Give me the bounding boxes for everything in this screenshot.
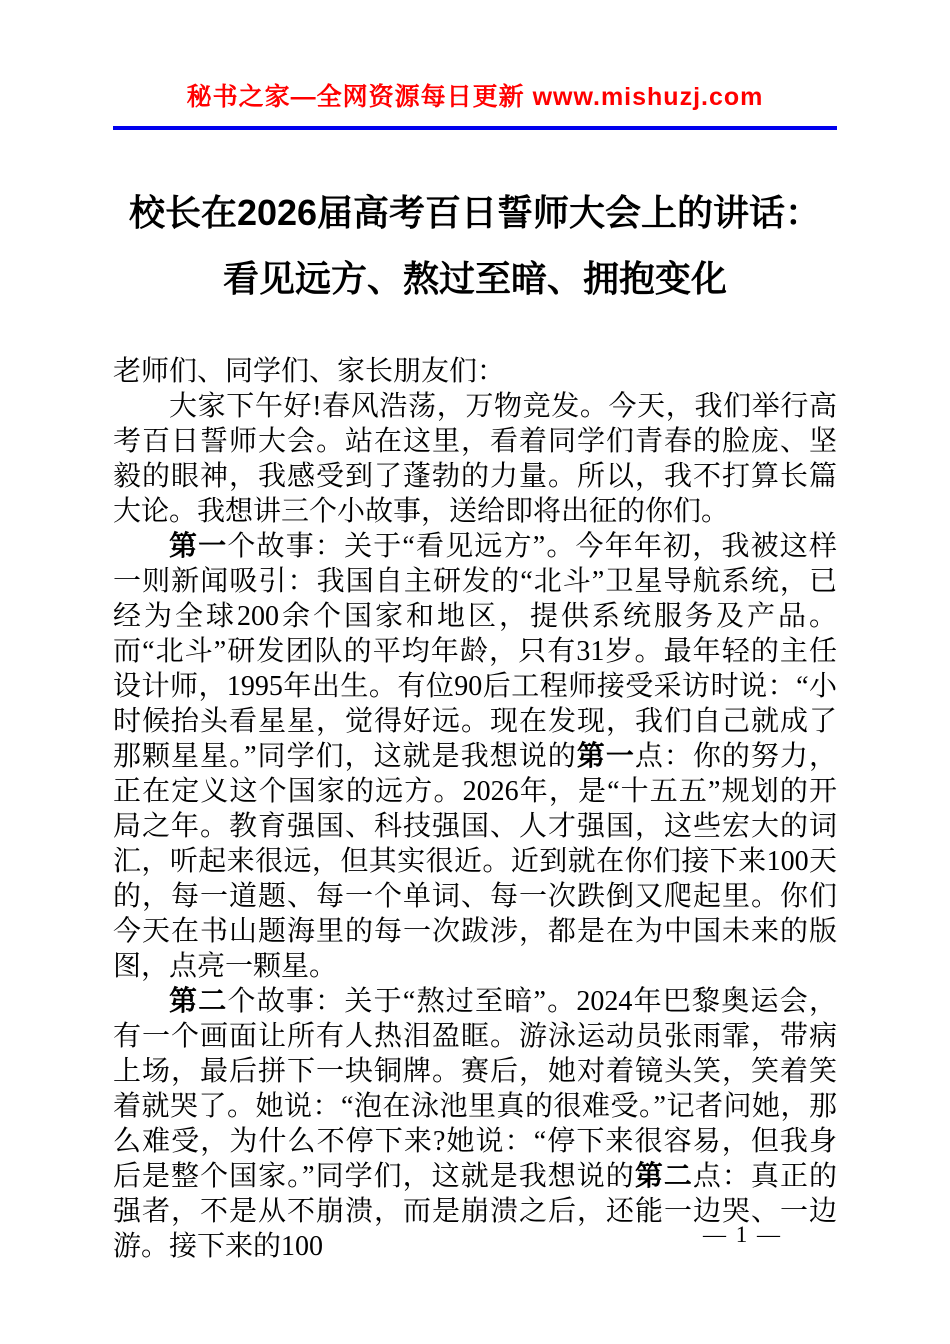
document-body	[113, 354, 837, 1264]
paragraph-text: 点：你的努力，正在定义这个国家的远方。2026年，是“十五五”规划的开局之年。教育强国、科技强国、人才强国，这些宏大的词汇，听起来很远，但其实很近。近到就在你们接下来100天的，每一道题、每一个单词、每一次跌倒又爬起里。你们今天在书山题海里的每一次跋涉，都是在为中国未来的版图，点亮一颗星。	[113, 741, 837, 982]
paragraph	[113, 529, 837, 984]
paragraph-text: 点：真正的强者，不是从不崩溃，而是崩溃之后，还能一边哭、一边游。接下来的100	[113, 1161, 837, 1262]
paragraph-bold-text: 第二	[169, 986, 228, 1017]
paragraph-bold-text: 第一	[169, 531, 228, 562]
document-title-line-2: 看见远方、熬过至暗、拥抱变化	[222, 258, 727, 299]
paragraph-text: 老师们、同学们、家长朋友们：	[113, 356, 506, 387]
paragraph	[113, 354, 837, 389]
page-number: — 1 —	[703, 1222, 782, 1247]
paragraph-text: 个故事：关于“熬过至暗”。2024年巴黎奥运会，有一个画面让所有人热泪盈眶。游泳运动员张雨霏，带病上场，最后拼下一块铜牌。赛后，她对着镜头笑，笑着笑着就哭了。她说：“泡在泳池里真的很难受。”记者问她，那么难受，为什么不停下来?她说：“停下来很容易，但我身后是整个国家。”同学们，这就是我想说的	[113, 986, 837, 1192]
paragraph-text: 大家下午好!春风浩荡，万物竞发。今天，我们举行高考百日誓师大会。站在这里，看着同学们青春的脸庞、坚毅的眼神，我感受到了蓬勃的力量。所以，我不打算长篇大论。我想讲三个小故事，送给即将出征的你们。	[113, 391, 837, 527]
site-header-banner: 秘书之家—全网资源每日更新 www.mishuzj.com	[186, 83, 764, 111]
paragraph-bold-text: 第二	[634, 1161, 693, 1192]
paragraph	[113, 389, 837, 529]
header-divider-rule	[113, 126, 837, 130]
document-title-line-1: 校长在2026届高考百日誓师大会上的讲话：	[128, 192, 822, 233]
paragraph-text: 个故事：关于“看见远方”。今年年初，我被这样一则新闻吸引：我国自主研发的“北斗”卫星导航系统，已经为全球200余个国家和地区，提供系统服务及产品。而“北斗”研发团队的平均年龄，只有31岁。最年轻的主任设计师，1995年出生。有位90后工程师接受采访时说：“小时候抬头看星星，觉得好远。现在发现，我们自己就成了那颗星星。”同学们，这就是我想说的	[113, 531, 837, 772]
document-title	[113, 180, 837, 312]
paragraph-bold-text: 第一	[576, 741, 635, 772]
